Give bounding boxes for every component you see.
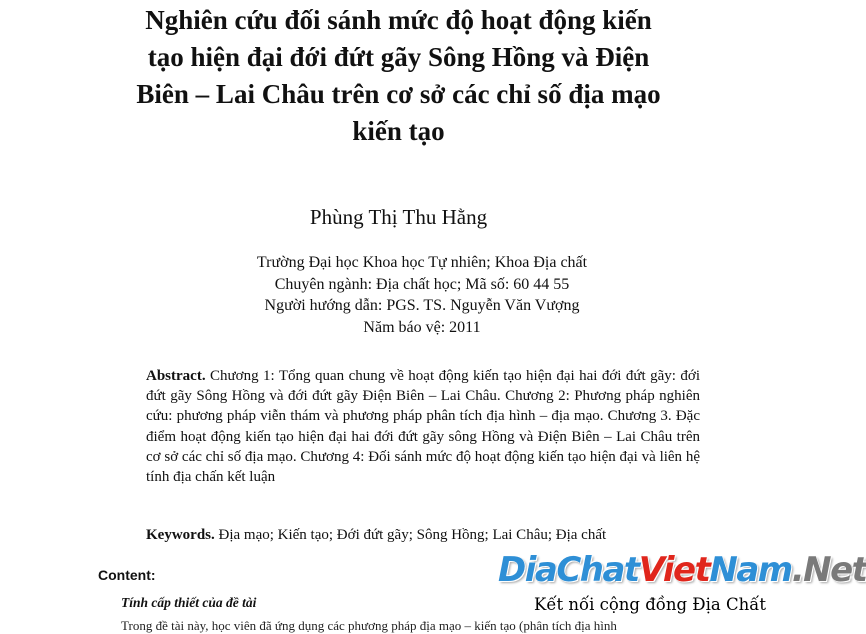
section-heading: Tính cấp thiết của đề tài [121,595,257,610]
author-name: Phùng Thị Thu Hằng [309,205,488,229]
abstract-label: Abstract. [146,368,206,384]
watermark-tagline: Kết nối cộng đồng Địa Chất [534,595,766,614]
content-label: Content: [98,567,156,583]
advisor: Người hướng dẫn: PGS. TS. Nguyễn Văn Vượng [264,297,580,314]
title-line-4: kiến tạo [352,116,445,146]
major: Chuyên ngành: Địa chất học; Mã số: 60 44 55 [274,275,570,293]
brand-net: .Net [791,550,866,590]
abstract-text: Chương 1: Tổng quan chung về hoạt động kiến tạo hiện đại hai đới đứt gãy: đới đứt gãy Sông Hồng và đới đứt gãy Điện Biên – Lai Châu. Chương 2: Phương pháp nghiên cứu: phương pháp viễn thám và phương pháp phân tích địa hình – địa mạo. Chương 3. Đặc điểm hoạt động kiến tạo hiện đại hai đới đứt gãy sông Hồng và Điện Biên – Lai Châu trên cơ sở các chỉ số địa mạo. Chương 4: Đối sánh mức độ hoạt động kiến tạo hiện đại và liên hệ tính địa chấn kết luận [146,368,701,486]
keywords [146,525,706,545]
institution: Trường Đại học Khoa học Tự nhiên; Khoa Địa chất [256,254,588,271]
affiliation-block [222,252,622,338]
watermark-brand-logo [498,546,866,594]
abstract [146,366,700,487]
body-text: Trong đề tài này, học viên đã ứng dụng các phương pháp địa mạo – kiến tạo (phân tích địa hình [121,618,617,633]
title-line-3: Biên – Lai Châu trên cơ sở các chỉ số địa mạo [136,79,661,109]
brand-chat: Chat [556,550,639,590]
keywords-text: Địa mạo; Kiến tạo; Đới đứt gãy; Sông Hồng; Lai Châu; Địa chất [218,527,607,543]
brand-dia: Dia [498,550,557,590]
defense-year: Năm báo vệ: 2011 [363,318,481,336]
watermark [498,546,866,629]
keywords-label: Keywords. [146,527,215,543]
brand-viet: Viet [638,550,710,590]
title-line-2: tạo hiện đại đới đứt gãy Sông Hồng và Điện [147,42,650,72]
title-line-1: Nghiên cứu đối sánh mức độ hoạt động kiến [145,5,652,35]
brand-nam: Nam [709,550,792,590]
paper-title [60,2,737,150]
